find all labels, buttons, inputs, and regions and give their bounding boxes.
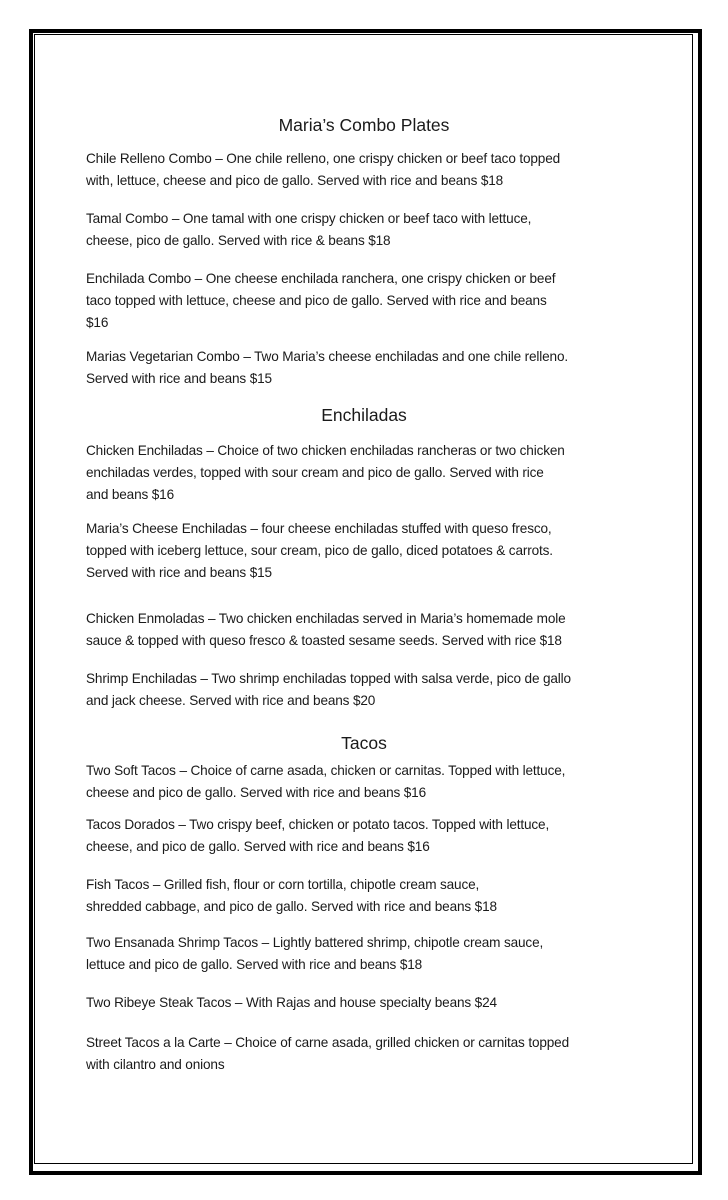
section-heading-combo-plates: Maria’s Combo Plates	[278, 115, 450, 135]
menu-item-line: Tacos Dorados – Two crispy beef, chicken or potato tacos. Topped with lettuce,	[86, 817, 550, 832]
menu-item-line: Tamal Combo – One tamal with one crispy chicken or beef taco with lettuce,	[86, 211, 532, 226]
section-heading-enchiladas: Enchiladas	[321, 405, 407, 425]
menu-item	[86, 608, 686, 652]
menu-item-line: Fish Tacos – Grilled fish, flour or corn tortilla, chipotle cream sauce,	[86, 877, 480, 892]
menu-item	[86, 932, 686, 976]
menu-item-line: enchiladas verdes, topped with sour cream and pico de gallo. Served with rice	[86, 465, 544, 480]
menu-item-line: Two Soft Tacos – Choice of carne asada, chicken or carnitas. Topped with lettuce,	[86, 763, 566, 778]
menu-item-line: Chicken Enchiladas – Choice of two chicken enchiladas rancheras or two chicken	[86, 443, 565, 458]
menu-item	[86, 760, 686, 804]
menu-item	[86, 268, 686, 334]
menu-item-line: and jack cheese. Served with rice and beans $20	[86, 693, 376, 708]
menu-item-line: taco topped with lettuce, cheese and pico de gallo. Served with rice and beans	[86, 293, 547, 308]
menu-item-line: Marias Vegetarian Combo – Two Maria’s cheese enchiladas and one chile relleno.	[86, 349, 568, 364]
menu-item-line: Served with rice and beans $15	[86, 565, 272, 580]
section-heading-tacos: Tacos	[341, 733, 387, 753]
menu-item-line: lettuce and pico de gallo. Served with rice and beans $18	[86, 957, 423, 972]
menu-item	[86, 148, 686, 192]
menu-item-line: Chicken Enmoladas – Two chicken enchiladas served in Maria’s homemade mole	[86, 611, 566, 626]
menu-item-line: topped with iceberg lettuce, sour cream, pico de gallo, diced potatoes & carrots.	[86, 543, 553, 558]
menu-item-line: cheese and pico de gallo. Served with rice and beans $16	[86, 785, 426, 800]
menu-item	[86, 518, 686, 584]
menu-item	[86, 440, 686, 506]
menu-item-line: $16	[86, 315, 109, 330]
menu-item-line: and beans $16	[86, 487, 175, 502]
menu-item-line: Two Ensanada Shrimp Tacos – Lightly battered shrimp, chipotle cream sauce,	[86, 935, 544, 950]
menu-item	[86, 668, 686, 712]
menu-item-line: with cilantro and onions	[86, 1057, 225, 1072]
menu-item	[86, 814, 686, 858]
menu-item-line: shredded cabbage, and pico de gallo. Served with rice and beans $18	[86, 899, 497, 914]
menu-item	[86, 208, 686, 252]
menu-item-line: Street Tacos a la Carte – Choice of carne asada, grilled chicken or carnitas topped	[86, 1035, 569, 1050]
menu-item	[86, 992, 686, 1014]
menu-item-line: Chile Relleno Combo – One chile relleno, one crispy chicken or beef taco topped	[86, 151, 561, 166]
menu-item	[86, 346, 686, 390]
menu-item	[86, 874, 686, 918]
menu-item-line: cheese, and pico de gallo. Served with rice and beans $16	[86, 839, 430, 854]
menu-item-line: Maria’s Cheese Enchiladas – four cheese enchiladas stuffed with queso fresco,	[86, 521, 552, 536]
menu-item-line: Served with rice and beans $15	[86, 371, 272, 386]
menu-item-line: Shrimp Enchiladas – Two shrimp enchiladas topped with salsa verde, pico de gallo	[86, 671, 571, 686]
menu-item-line: Enchilada Combo – One cheese enchilada ranchera, one crispy chicken or beef	[86, 271, 556, 286]
menu-item-line: with, lettuce, cheese and pico de gallo. Served with rice and beans $18	[86, 173, 504, 188]
menu-item-line: cheese, pico de gallo. Served with rice & beans $18	[86, 233, 391, 248]
menu-item-line: sauce & topped with queso fresco & toasted sesame seeds. Served with rice $18	[86, 633, 562, 648]
menu-item	[86, 1032, 686, 1076]
menu-item-line: Two Ribeye Steak Tacos – With Rajas and house specialty beans $24	[86, 995, 497, 1010]
